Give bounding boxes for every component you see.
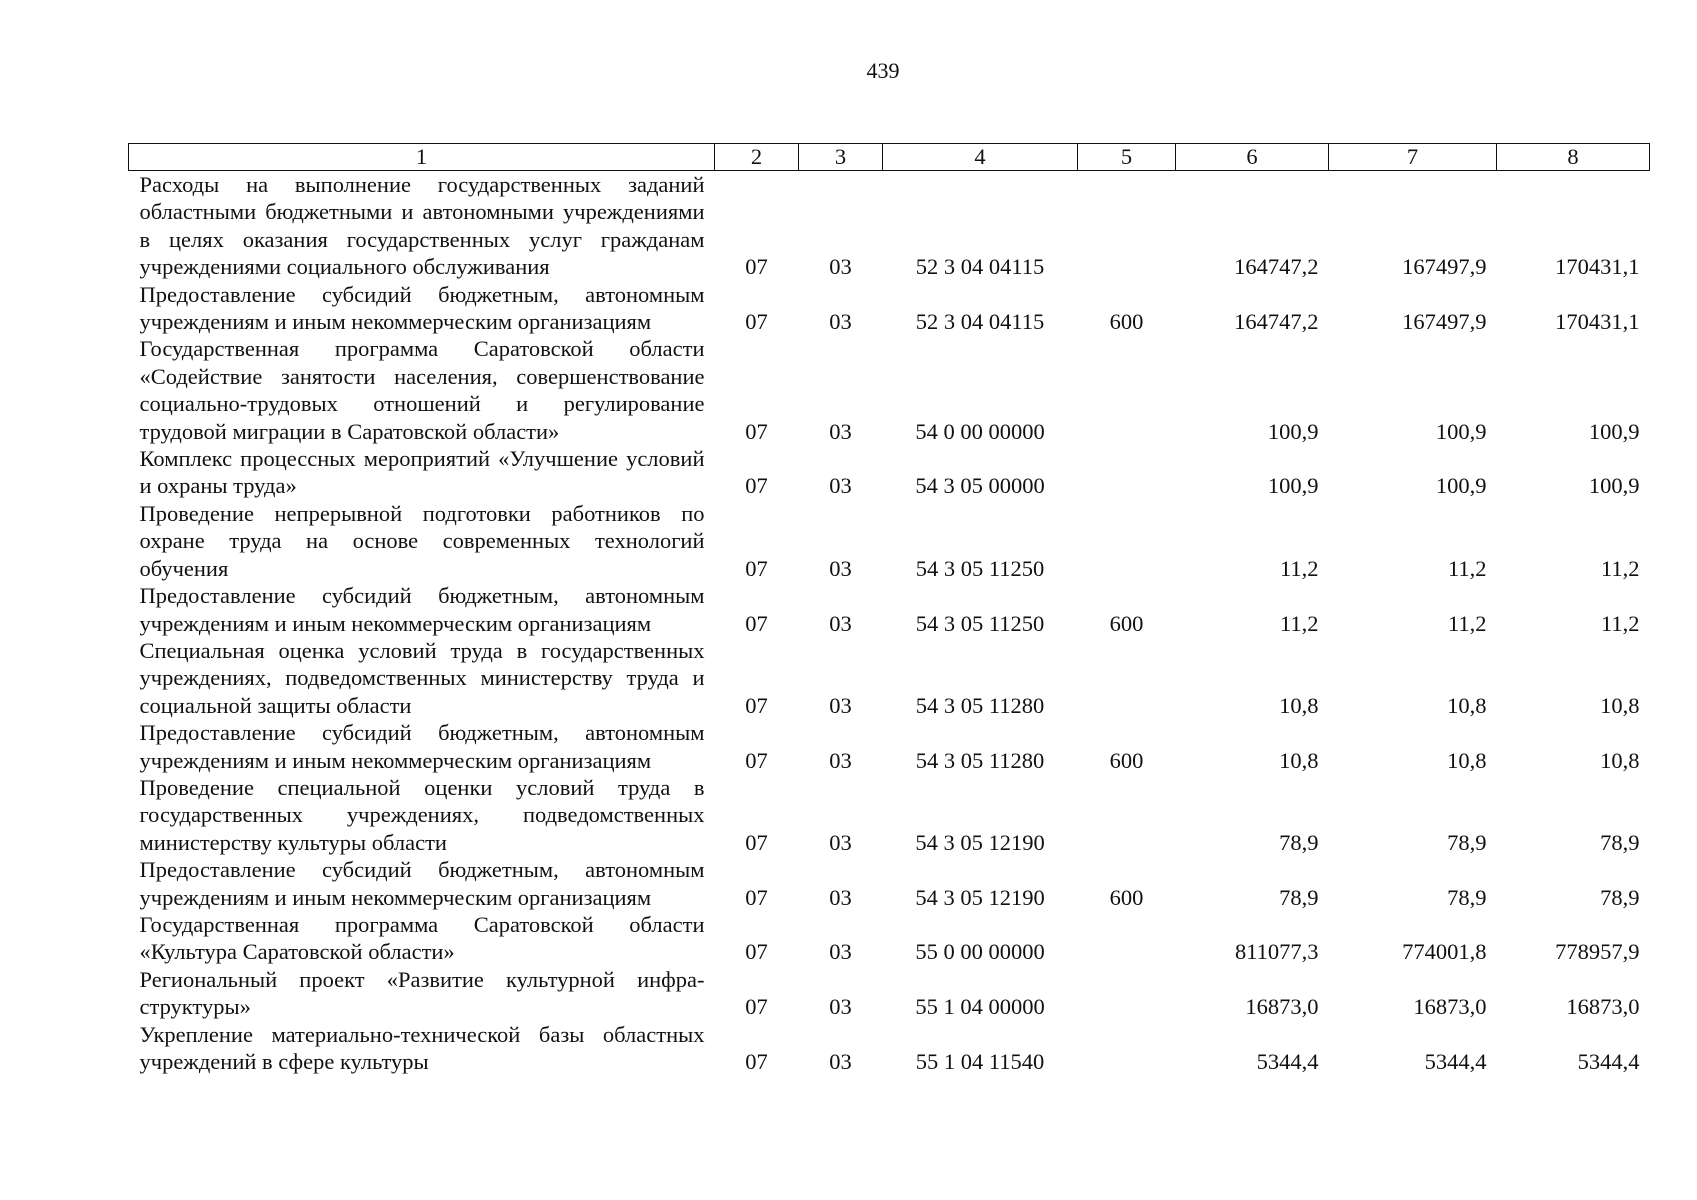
subsection-code-cell: 03 — [829, 254, 852, 280]
target-article-cell: 54 3 05 11280 — [915, 747, 1045, 773]
amount-col8-cell: 100,9 — [1588, 473, 1640, 499]
table-row — [129, 335, 1650, 445]
amount-col7-cell: 10,8 — [1447, 692, 1487, 718]
target-article-cell: 54 3 05 11280 — [915, 692, 1045, 718]
row-name-cell: Предоставление субсидий бюджетным, автономным учреждениям и иным некоммерческим организациям — [139, 281, 705, 335]
expense-type-cell — [1078, 637, 1176, 719]
expense-type-cell: 600 — [1109, 884, 1144, 910]
subsection-code-cell: 03 — [829, 1049, 852, 1074]
column-header: 6 — [1176, 144, 1329, 171]
amount-col7-cell: 11,2 — [1447, 555, 1487, 581]
row-name-cell: Проведение непрерывной подготовки работников по охране труда на основе современных технологий обучения — [139, 500, 705, 581]
section-code-cell: 07 — [745, 747, 768, 773]
section-code-cell: 07 — [745, 692, 768, 718]
column-header: 2 — [715, 144, 799, 171]
subsection-code-cell: 03 — [829, 309, 852, 335]
amount-col6-cell: 164747,2 — [1234, 254, 1319, 280]
column-header: 8 — [1497, 144, 1650, 171]
section-code-cell: 07 — [745, 610, 768, 636]
amount-col7-cell: 774001,8 — [1402, 939, 1487, 965]
amount-col7-cell: 167497,9 — [1402, 254, 1487, 280]
amount-col7-cell: 16873,0 — [1413, 994, 1487, 1020]
table-row — [129, 856, 1650, 911]
target-article-cell: 54 3 05 11250 — [915, 555, 1045, 581]
amount-col6-cell: 16873,0 — [1245, 994, 1319, 1020]
section-code-cell: 07 — [745, 994, 768, 1020]
amount-col8-cell: 10,8 — [1600, 747, 1640, 773]
row-name-cell: Предоставление субсидий бюджетным, автономным учреждениям и иным некоммерческим организациям — [139, 857, 705, 910]
target-article-cell: 54 3 05 12190 — [915, 884, 1045, 910]
amount-col8-cell: 11,2 — [1600, 555, 1640, 581]
table-row — [129, 1021, 1650, 1076]
target-article-cell: 52 3 04 04115 — [915, 254, 1045, 280]
expense-type-cell — [1078, 966, 1176, 1021]
expense-type-cell — [1078, 171, 1176, 281]
section-code-cell: 07 — [745, 309, 768, 335]
expense-type-cell — [1078, 445, 1176, 500]
amount-col8-cell: 11,2 — [1600, 610, 1640, 636]
target-article-cell: 55 1 04 11540 — [915, 1049, 1045, 1074]
section-code-cell: 07 — [745, 884, 768, 910]
table-row — [129, 966, 1650, 1021]
amount-col8-cell: 100,9 — [1588, 418, 1640, 444]
expense-type-cell — [1078, 500, 1176, 582]
amount-col6-cell: 78,9 — [1279, 829, 1319, 855]
subsection-code-cell: 03 — [829, 747, 852, 773]
table-row — [129, 500, 1650, 582]
subsection-code-cell: 03 — [829, 473, 852, 499]
budget-table — [128, 143, 1650, 1075]
table-row — [129, 281, 1650, 336]
subsection-code-cell: 03 — [829, 692, 852, 718]
amount-col6-cell: 10,8 — [1279, 747, 1319, 773]
row-name-cell: Специальная оценка условий труда в государственных учреждениях, подведомственных министерству труда и социальной защиты области — [139, 637, 705, 718]
subsection-code-cell: 03 — [829, 418, 852, 444]
amount-col7-cell: 167497,9 — [1402, 309, 1487, 335]
amount-col6-cell: 78,9 — [1279, 884, 1319, 910]
amount-col7-cell: 100,9 — [1435, 473, 1487, 499]
table-row — [129, 774, 1650, 856]
expense-type-cell — [1078, 911, 1176, 966]
expense-type-cell — [1078, 335, 1176, 445]
expense-type-cell — [1078, 774, 1176, 856]
expense-type-cell: 600 — [1109, 309, 1144, 335]
expense-type-cell — [1078, 1021, 1176, 1076]
amount-col7-cell: 5344,4 — [1424, 1049, 1487, 1074]
column-header: 4 — [883, 144, 1078, 171]
row-name-cell: Региональный проект «Развитие культурной инфраструктуры» — [139, 966, 705, 1020]
subsection-code-cell: 03 — [829, 939, 852, 965]
table-row — [129, 719, 1650, 774]
amount-col6-cell: 10,8 — [1279, 692, 1319, 718]
amount-col8-cell: 5344,4 — [1577, 1049, 1640, 1074]
amount-col6-cell: 164747,2 — [1234, 309, 1319, 335]
section-code-cell: 07 — [745, 473, 768, 499]
expense-type-cell: 600 — [1109, 610, 1144, 636]
subsection-code-cell: 03 — [829, 829, 852, 855]
row-name-cell: Государственная программа Саратовской области «Содействие занятости населения, совершенствование социально-трудовых отношений и регулирование трудовой миграции в Саратовской области» — [139, 336, 705, 444]
expense-type-cell: 600 — [1109, 747, 1144, 773]
row-name-cell: Предоставление субсидий бюджетным, автономным учреждениям и иным некоммерческим организациям — [139, 720, 705, 773]
amount-col8-cell: 78,9 — [1600, 829, 1640, 855]
amount-col7-cell: 10,8 — [1447, 747, 1487, 773]
amount-col6-cell: 100,9 — [1267, 473, 1319, 499]
section-code-cell: 07 — [745, 418, 768, 444]
table-row — [129, 911, 1650, 966]
target-article-cell: 52 3 04 04115 — [915, 309, 1045, 335]
section-code-cell: 07 — [745, 254, 768, 280]
amount-col6-cell: 5344,4 — [1256, 1049, 1319, 1074]
amount-col8-cell: 170431,1 — [1555, 254, 1640, 280]
amount-col6-cell: 811077,3 — [1234, 939, 1319, 965]
target-article-cell: 54 3 05 00000 — [915, 473, 1045, 499]
section-code-cell: 07 — [745, 555, 768, 581]
target-article-cell: 54 0 00 00000 — [915, 418, 1045, 444]
section-code-cell: 07 — [745, 829, 768, 855]
amount-col7-cell: 100,9 — [1435, 418, 1487, 444]
table-row — [129, 582, 1650, 637]
table-row — [129, 637, 1650, 719]
row-name-cell: Расходы на выполнение государственных заданий областными бюджетными и автономными учреждениями в целях оказания государственных услуг гражданам учреждениями социального обслуживания — [139, 172, 705, 280]
section-code-cell: 07 — [745, 939, 768, 965]
amount-col8-cell: 78,9 — [1600, 884, 1640, 910]
column-number-row — [129, 144, 1650, 171]
page-number: 439 — [866, 58, 900, 83]
subsection-code-cell: 03 — [829, 555, 852, 581]
amount-col6-cell: 11,2 — [1279, 610, 1319, 636]
amount-col6-cell: 11,2 — [1279, 555, 1319, 581]
amount-col7-cell: 11,2 — [1447, 610, 1487, 636]
row-name-cell: Проведение специальной оценки условий труда в государственных учреждениях, подведомственных министерству культуры области — [139, 774, 705, 855]
table-header — [129, 144, 1650, 171]
subsection-code-cell: 03 — [829, 884, 852, 910]
amount-col8-cell: 10,8 — [1600, 692, 1640, 718]
amount-col6-cell: 100,9 — [1267, 418, 1319, 444]
table-body — [129, 171, 1650, 1076]
target-article-cell: 55 0 00 00000 — [915, 939, 1045, 965]
target-article-cell: 54 3 05 11250 — [915, 610, 1045, 636]
row-name-cell: Предоставление субсидий бюджетным, автономным учреждениям и иным некоммерческим организациям — [139, 583, 705, 636]
amount-col8-cell: 16873,0 — [1566, 994, 1640, 1020]
column-header: 1 — [129, 144, 715, 171]
target-article-cell: 55 1 04 00000 — [915, 994, 1045, 1020]
row-name-cell: Укрепление материально-технической базы областных учреждений в сфере культуры — [139, 1021, 705, 1074]
amount-col7-cell: 78,9 — [1447, 829, 1487, 855]
subsection-code-cell: 03 — [829, 994, 852, 1020]
amount-col8-cell: 170431,1 — [1555, 309, 1640, 335]
subsection-code-cell: 03 — [829, 610, 852, 636]
row-name-cell: Комплекс процессных мероприятий «Улучшение условий и охраны труда» — [139, 446, 705, 499]
column-header: 5 — [1078, 144, 1176, 171]
section-code-cell: 07 — [745, 1049, 768, 1074]
amount-col8-cell: 778957,9 — [1555, 939, 1640, 965]
column-header: 3 — [799, 144, 883, 171]
amount-col7-cell: 78,9 — [1447, 884, 1487, 910]
table-row — [129, 171, 1650, 281]
column-header: 7 — [1329, 144, 1497, 171]
table-row — [129, 445, 1650, 500]
target-article-cell: 54 3 05 12190 — [915, 829, 1045, 855]
row-name-cell: Государственная программа Саратовской области «Культура Саратовской области» — [139, 911, 705, 965]
